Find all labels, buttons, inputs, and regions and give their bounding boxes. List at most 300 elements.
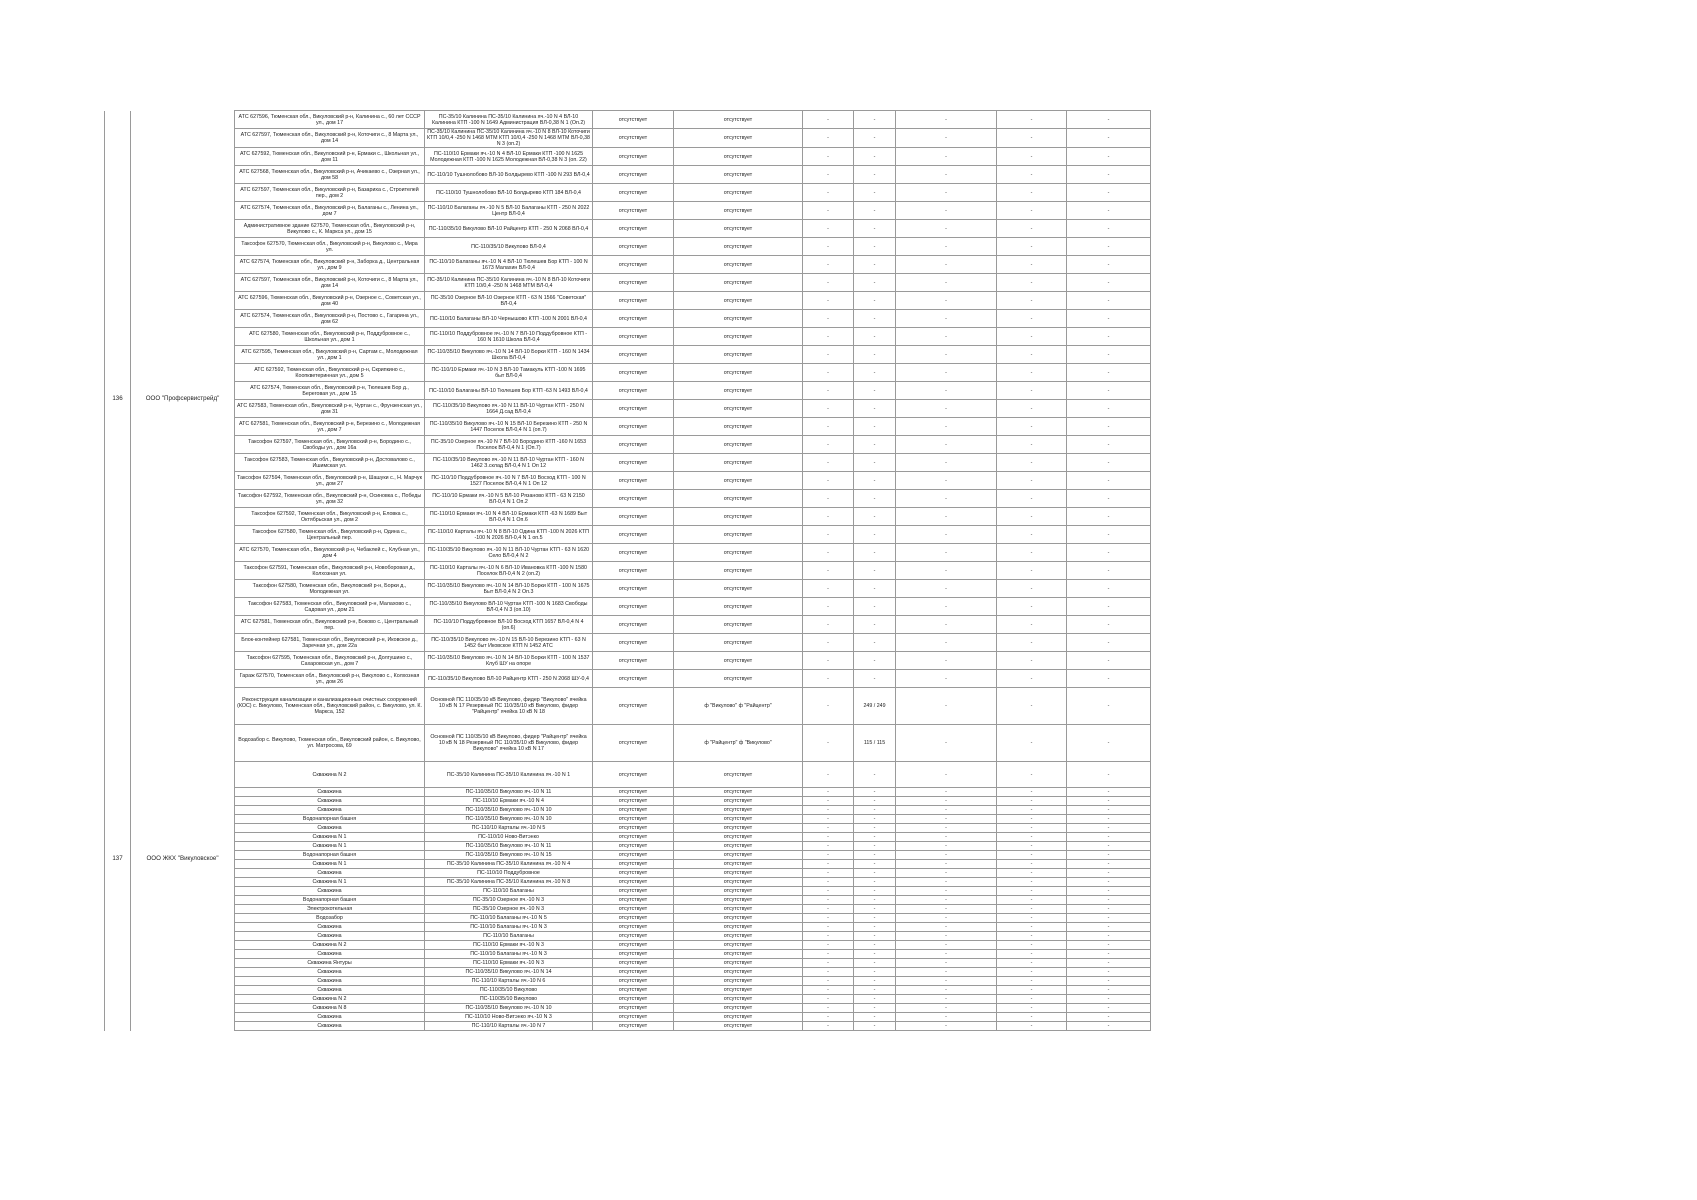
value-cell-7: - (896, 148, 997, 166)
value-cell-9: - (1067, 256, 1151, 274)
capacity-cell: - (854, 959, 896, 968)
feeder-cell: ПС-110/10 Балаганы ВЛ-10 Чернышово КТП -100 N 2001 ВЛ-0,4 (425, 310, 593, 328)
feeder-cell: ПС-110/10 Ермаки яч.-10 N 3 ВЛ-10 Тамакуль КТП -100 N 1695 быт ВЛ-0,4 (425, 364, 593, 382)
value-cell-7: - (896, 977, 997, 986)
feeder-cell: ПС-35/10 Калинина ПС-35/10 Калинина яч.-10 N 4 (425, 860, 593, 869)
value-cell-8: - (997, 562, 1067, 580)
status-cell: отсутствует (593, 860, 674, 869)
substation-cell: отсутствует (674, 292, 803, 310)
capacity-cell: - (854, 1004, 896, 1013)
status-cell: отсутствует (593, 797, 674, 806)
feeder-cell: ПС-110/10 Ермаки яч.-10 N 3 (425, 941, 593, 950)
status-cell: отсутствует (593, 1013, 674, 1022)
value-cell-9: - (1067, 788, 1151, 797)
substation-cell: отсутствует (674, 454, 803, 472)
table-row (105, 1013, 1151, 1022)
value-cell-9: - (1067, 454, 1151, 472)
capacity-cell: - (854, 454, 896, 472)
feeder-cell: ПС-110/10 Поддубровное (425, 869, 593, 878)
table-row (105, 544, 1151, 562)
table-row (105, 526, 1151, 544)
object-cell: Скважина N 2 (235, 941, 425, 950)
value-cell-8: - (997, 328, 1067, 346)
object-cell: Таксофон 627580, Тюменская обл., Викуловский р-н, Борки д., Молодежная ул. (235, 580, 425, 598)
substation-cell: отсутствует (674, 860, 803, 869)
object-cell: Гараж 627570, Тюменская обл., Викуловский р-н, Викулово с., Колхозная ул., дом 26 (235, 670, 425, 688)
value-cell-8: - (997, 292, 1067, 310)
value-cell-9: - (1067, 490, 1151, 508)
capacity-cell: - (854, 634, 896, 652)
value-cell-9: - (1067, 652, 1151, 670)
substation-cell: отсутствует (674, 986, 803, 995)
table-row (105, 310, 1151, 328)
value-cell-5: - (803, 762, 854, 788)
feeder-cell: ПС-110/10 Ермаки яч.-10 N 4 ВЛ-10 Ермаки КТП -63 N 1689 Быт ВЛ-0,4 N 1 Оп.6 (425, 508, 593, 526)
value-cell-9: - (1067, 364, 1151, 382)
object-cell: Скважина N 8 (235, 1004, 425, 1013)
status-cell: отсутствует (593, 1022, 674, 1031)
object-cell: Скважина (235, 788, 425, 797)
table-row (105, 166, 1151, 184)
value-cell-7: - (896, 202, 997, 220)
feeder-cell: ПС-110/35/10 Викулово яч.-10 N 14 (425, 968, 593, 977)
feeder-cell: ПС-110/35/10 Викулово ВЛ-10 Райцентр КТП - 250 N 2068 ВЛ-0,4 (425, 220, 593, 238)
table-row (105, 932, 1151, 941)
value-cell-5: - (803, 544, 854, 562)
substation-cell: отсутствует (674, 1022, 803, 1031)
feeder-cell: ПС-35/10 Озерное яч.-10 N 3 (425, 896, 593, 905)
capacity-cell: - (854, 580, 896, 598)
value-cell-9: - (1067, 968, 1151, 977)
value-cell-7: - (896, 436, 997, 454)
value-cell-9: - (1067, 878, 1151, 887)
value-cell-8: - (997, 762, 1067, 788)
table-row (105, 670, 1151, 688)
value-cell-9: - (1067, 129, 1151, 148)
feeder-cell: ПС-110/35/10 Викулово ВЛ-10 Чуртан КТП -100 N 1683 Свободы ВЛ-0,4 N 3 (оп.10) (425, 598, 593, 616)
object-cell: Административное здание 627570, Тюменская обл., Викуловский р-н, Викулово с., К. Маркса ул., дом 15 (235, 220, 425, 238)
feeder-cell: ПС-35/10 Калинина ПС-35/10 Калинина яч.-10 N 8 ВЛ-10 Коточиги КТП 10/0,4 -250 N 1468 МТМ ВЛ-0,4 (425, 274, 593, 292)
value-cell-5: - (803, 616, 854, 634)
value-cell-7: - (896, 995, 997, 1004)
status-cell: отсутствует (593, 995, 674, 1004)
capacity-cell: - (854, 887, 896, 896)
table-row (105, 346, 1151, 364)
value-cell-7: - (896, 129, 997, 148)
value-cell-8: - (997, 256, 1067, 274)
value-cell-7: - (896, 833, 997, 842)
value-cell-5: - (803, 364, 854, 382)
feeder-cell: ПС-110/35/10 Викулово яч.-10 N 10 (425, 1004, 593, 1013)
value-cell-5: - (803, 959, 854, 968)
capacity-cell: - (854, 977, 896, 986)
capacity-cell: - (854, 526, 896, 544)
status-cell: отсутствует (593, 688, 674, 725)
value-cell-9: - (1067, 905, 1151, 914)
feeder-cell: Основной ПС 110/35/10 кВ Викулово, фидер "Викулово" ячейка 10 кВ N 17 Резервный ПС 110/35/10 кВ Викулово, фидер "Райцентр" ячейка 10 кВ N 18 (425, 688, 593, 725)
value-cell-9: - (1067, 977, 1151, 986)
value-cell-7: - (896, 788, 997, 797)
value-cell-8: - (997, 400, 1067, 418)
capacity-cell: - (854, 941, 896, 950)
value-cell-9: - (1067, 959, 1151, 968)
value-cell-5: - (803, 932, 854, 941)
object-cell: АТС 627597, Тюменская обл., Викуловский р-н, Коточиги с., 8 Марта ул., дом 14 (235, 129, 425, 148)
value-cell-7: - (896, 418, 997, 436)
table-row (105, 968, 1151, 977)
capacity-cell: - (854, 238, 896, 256)
value-cell-5: - (803, 634, 854, 652)
substation-cell: отсутствует (674, 788, 803, 797)
capacity-cell: - (854, 508, 896, 526)
object-cell: Таксофон 627594, Тюменская обл., Викуловский р-н, Шашуки с., Н. Марчук ул., дом 27 (235, 472, 425, 490)
feeder-cell: ПС-110/35/10 Викулово яч.-10 N 11 ВЛ-10 Чуртан КТП - 160 N 1462 З.склад ВЛ-0,4 N 1 Оп 12 (425, 454, 593, 472)
capacity-cell: - (854, 490, 896, 508)
substation-cell: отсутствует (674, 670, 803, 688)
substation-cell: отсутствует (674, 941, 803, 950)
value-cell-8: - (997, 941, 1067, 950)
value-cell-7: - (896, 688, 997, 725)
status-cell: отсутствует (593, 346, 674, 364)
value-cell-5: - (803, 842, 854, 851)
substation-cell: отсутствует (674, 129, 803, 148)
value-cell-8: - (997, 111, 1067, 129)
value-cell-5: - (803, 995, 854, 1004)
object-cell: АТС 627583, Тюменская обл., Викуловский р-н, Чуртан с., Фрунзенская ул., дом 31 (235, 400, 425, 418)
capacity-cell: - (854, 328, 896, 346)
value-cell-7: - (896, 454, 997, 472)
capacity-cell: - (854, 202, 896, 220)
value-cell-7: - (896, 806, 997, 815)
feeder-cell: ПС-110/35/10 Викулово яч.-10 N 15 (425, 851, 593, 860)
value-cell-8: - (997, 968, 1067, 977)
value-cell-5: - (803, 418, 854, 436)
value-cell-5: - (803, 238, 854, 256)
feeder-cell: ПС-110/10 Балаганы яч.-10 N 4 ВЛ-10 Тюлешев Бор КТП - 100 N 1673 Малахин ВЛ-0,4 (425, 256, 593, 274)
object-cell: АТС 627596, Тюменская обл., Викуловский р-н, Калинина с., 60 лет СССР ул., дом 17 (235, 111, 425, 129)
value-cell-8: - (997, 274, 1067, 292)
substation-cell: отсутствует (674, 887, 803, 896)
capacity-cell: - (854, 598, 896, 616)
value-cell-5: - (803, 986, 854, 995)
feeder-cell: ПС-110/10 Тушнолобово ВЛ-10 Болдырево КТП -100 N 293 ВЛ-0,4 (425, 166, 593, 184)
table-row (105, 833, 1151, 842)
table-row (105, 328, 1151, 346)
value-cell-9: - (1067, 544, 1151, 562)
value-cell-9: - (1067, 400, 1151, 418)
value-cell-8: - (997, 950, 1067, 959)
feeder-cell: ПС-110/35/10 Викулово яч.-10 N 10 (425, 815, 593, 824)
substation-cell: отсутствует (674, 598, 803, 616)
value-cell-8: - (997, 526, 1067, 544)
object-cell: АТС 627597, Тюменская обл., Викуловский р-н, Базариха с., Строителей пер., дом 2 (235, 184, 425, 202)
table-row (105, 941, 1151, 950)
capacity-cell: - (854, 436, 896, 454)
value-cell-5: - (803, 860, 854, 869)
substation-cell: отсутствует (674, 508, 803, 526)
status-cell: отсутствует (593, 562, 674, 580)
object-cell: Таксофон 627583, Тюменская обл., Викуловский р-н, Достовалово с., Ишимская ул. (235, 454, 425, 472)
capacity-cell: - (854, 824, 896, 833)
value-cell-5: - (803, 869, 854, 878)
value-cell-7: - (896, 111, 997, 129)
status-cell: отсутствует (593, 454, 674, 472)
value-cell-5: - (803, 310, 854, 328)
value-cell-5: - (803, 256, 854, 274)
substation-cell: отсутствует (674, 869, 803, 878)
capacity-cell: - (854, 762, 896, 788)
capacity-cell: - (854, 184, 896, 202)
value-cell-5: - (803, 111, 854, 129)
value-cell-8: - (997, 490, 1067, 508)
object-cell: Скважина (235, 977, 425, 986)
substation-cell: отсутствует (674, 400, 803, 418)
table-row (105, 806, 1151, 815)
value-cell-5: - (803, 562, 854, 580)
feeder-cell: ПС-110/35/10 Викулово яч.-10 N 14 ВЛ-10 Борки КТП - 160 N 1434 Школа ВЛ-0,4 (425, 346, 593, 364)
value-cell-5: - (803, 833, 854, 842)
table-row (105, 256, 1151, 274)
value-cell-8: - (997, 220, 1067, 238)
value-cell-8: - (997, 878, 1067, 887)
feeder-cell: ПС-110/10 Ермаки яч.-10 N 4 (425, 797, 593, 806)
value-cell-7: - (896, 887, 997, 896)
value-cell-7: - (896, 797, 997, 806)
status-cell: отсутствует (593, 400, 674, 418)
value-cell-7: - (896, 274, 997, 292)
substation-cell: отсутствует (674, 220, 803, 238)
table-row (105, 869, 1151, 878)
object-cell: Скважина (235, 1013, 425, 1022)
status-cell: отсутствует (593, 544, 674, 562)
status-cell: отсутствует (593, 526, 674, 544)
value-cell-9: - (1067, 824, 1151, 833)
object-cell: АТС 627595, Тюменская обл., Викуловский р-н, Сартам с., Молодежная ул., дом 1 (235, 346, 425, 364)
status-cell: отсутствует (593, 202, 674, 220)
object-cell: Скважина N 1 (235, 842, 425, 851)
value-cell-7: - (896, 986, 997, 995)
capacity-cell: - (854, 1022, 896, 1031)
value-cell-5: - (803, 148, 854, 166)
substation-cell: отсутствует (674, 634, 803, 652)
capacity-cell: - (854, 382, 896, 400)
value-cell-9: - (1067, 851, 1151, 860)
value-cell-5: - (803, 454, 854, 472)
value-cell-5: - (803, 670, 854, 688)
value-cell-9: - (1067, 472, 1151, 490)
capacity-cell: - (854, 129, 896, 148)
value-cell-9: - (1067, 436, 1151, 454)
feeder-cell: ПС-110/10 Балаганы (425, 932, 593, 941)
capacity-cell: - (854, 346, 896, 364)
status-cell: отсутствует (593, 238, 674, 256)
value-cell-8: - (997, 1013, 1067, 1022)
value-cell-9: - (1067, 887, 1151, 896)
substation-cell: отсутствует (674, 111, 803, 129)
value-cell-8: - (997, 932, 1067, 941)
substation-cell: отсутствует (674, 1013, 803, 1022)
status-cell: отсутствует (593, 580, 674, 598)
substation-cell: отсутствует (674, 806, 803, 815)
value-cell-9: - (1067, 932, 1151, 941)
feeder-cell: ПС-35/10 Озерное яч.-10 N 3 (425, 905, 593, 914)
capacity-cell: - (854, 986, 896, 995)
feeder-cell: ПС-35/10 Калинина ПС-35/10 Калинина яч.-10 N 8 ВЛ-10 Коточиги КТП 10/0,4 -250 N 1468 МТМ КТП 10/0,4 -250 N 1468 МТМ ВЛ-0,38 N 3 (оп.2) (425, 129, 593, 148)
substation-cell: отсутствует (674, 896, 803, 905)
value-cell-9: - (1067, 950, 1151, 959)
status-cell: отсутствует (593, 490, 674, 508)
value-cell-5: - (803, 346, 854, 364)
feeder-cell: ПС-110/10 Ермаки яч.-10 N 3 (425, 959, 593, 968)
substation-cell: отсутствует (674, 905, 803, 914)
table-row (105, 959, 1151, 968)
capacity-cell: - (854, 472, 896, 490)
substation-cell: отсутствует (674, 995, 803, 1004)
value-cell-7: - (896, 184, 997, 202)
substation-cell: отсутствует (674, 652, 803, 670)
value-cell-5: - (803, 292, 854, 310)
substation-cell: отсутствует (674, 1004, 803, 1013)
substation-cell: отсутствует (674, 526, 803, 544)
value-cell-5: - (803, 905, 854, 914)
value-cell-5: - (803, 526, 854, 544)
value-cell-9: - (1067, 815, 1151, 824)
table-row (105, 824, 1151, 833)
feeder-cell: ПС-110/10 Ново-Витэнко (425, 833, 593, 842)
value-cell-7: - (896, 1013, 997, 1022)
value-cell-8: - (997, 670, 1067, 688)
table-row (105, 454, 1151, 472)
value-cell-5: - (803, 472, 854, 490)
value-cell-7: - (896, 932, 997, 941)
value-cell-5: - (803, 851, 854, 860)
substation-cell: отсутствует (674, 148, 803, 166)
capacity-cell: - (854, 905, 896, 914)
status-cell: отсутствует (593, 310, 674, 328)
substation-cell: отсутствует (674, 382, 803, 400)
value-cell-5: - (803, 129, 854, 148)
capacity-cell: - (854, 950, 896, 959)
table-row (105, 202, 1151, 220)
value-cell-7: - (896, 914, 997, 923)
object-cell: АТС 627574, Тюменская обл., Викуловский р-н, Заборка д., Центральная ул., дом 9 (235, 256, 425, 274)
feeder-cell: ПС-35/10 Озерное яч.-10 N 7 ВЛ-10 Бородино КТП -160 N 1653 Поселок ВЛ-0,4 N 1 (Оп.7) (425, 436, 593, 454)
value-cell-5: - (803, 815, 854, 824)
value-cell-7: - (896, 364, 997, 382)
capacity-cell: - (854, 562, 896, 580)
substation-cell: отсутствует (674, 950, 803, 959)
object-cell: Водонапорная башня (235, 815, 425, 824)
substation-cell: отсутствует (674, 346, 803, 364)
value-cell-8: - (997, 896, 1067, 905)
value-cell-8: - (997, 580, 1067, 598)
status-cell: отсутствует (593, 634, 674, 652)
substation-cell: отсутствует (674, 310, 803, 328)
value-cell-7: - (896, 310, 997, 328)
value-cell-5: - (803, 977, 854, 986)
value-cell-9: - (1067, 508, 1151, 526)
feeder-cell: ПС-110/10 Карталы яч.-10 N 6 (425, 977, 593, 986)
value-cell-7: - (896, 616, 997, 634)
substation-cell: отсутствует (674, 959, 803, 968)
value-cell-8: - (997, 977, 1067, 986)
object-cell: АТС 627581, Тюменская обл., Викуловский р-н, Боково с., Центральный пер. (235, 616, 425, 634)
object-cell: Таксофон 627570, Тюменская обл., Викуловский р-н, Викулово с., Мира ул. (235, 238, 425, 256)
feeder-cell: ПС-110/10 Поддубровное ВЛ-10 Восход КТП 1657 ВЛ-0,4 N 4 (оп.6) (425, 616, 593, 634)
object-cell: АТС 627592, Тюменская обл., Викуловский р-н, Ермаки с., Школьная ул., дом 11 (235, 148, 425, 166)
table-row (105, 688, 1151, 725)
value-cell-7: - (896, 950, 997, 959)
capacity-cell: - (854, 292, 896, 310)
data-table (104, 110, 1151, 1031)
feeder-cell: ПС-110/10 Карталы яч.-10 N 5 (425, 824, 593, 833)
substation-cell: отсутствует (674, 544, 803, 562)
value-cell-5: - (803, 896, 854, 905)
capacity-cell: - (854, 860, 896, 869)
table-row (105, 725, 1151, 762)
table-row (105, 148, 1151, 166)
value-cell-9: - (1067, 688, 1151, 725)
value-cell-7: - (896, 382, 997, 400)
substation-cell: отсутствует (674, 418, 803, 436)
value-cell-5: - (803, 598, 854, 616)
capacity-cell: - (854, 310, 896, 328)
substation-cell: отсутствует (674, 833, 803, 842)
value-cell-8: - (997, 725, 1067, 762)
value-cell-9: - (1067, 941, 1151, 950)
table-row (105, 950, 1151, 959)
object-cell: Водозабор с. Викулово, Тюменская обл., Викуловский район, с. Викулово, ул. Матросова, 69 (235, 725, 425, 762)
value-cell-9: - (1067, 1004, 1151, 1013)
capacity-cell: - (854, 851, 896, 860)
table-row (105, 292, 1151, 310)
value-cell-8: - (997, 1004, 1067, 1013)
capacity-cell: 249 / 249 (854, 688, 896, 725)
object-cell: Водозабор (235, 914, 425, 923)
status-cell: отсутствует (593, 788, 674, 797)
object-cell: Скважина (235, 968, 425, 977)
value-cell-8: - (997, 1022, 1067, 1031)
status-cell: отсутствует (593, 436, 674, 454)
table-row (105, 508, 1151, 526)
capacity-cell: - (854, 932, 896, 941)
capacity-cell: - (854, 670, 896, 688)
table-row (105, 923, 1151, 932)
object-cell: Скважина (235, 1022, 425, 1031)
status-cell: отсутствует (593, 833, 674, 842)
value-cell-5: - (803, 184, 854, 202)
value-cell-7: - (896, 562, 997, 580)
capacity-cell: - (854, 418, 896, 436)
value-cell-8: - (997, 382, 1067, 400)
status-cell: отсутствует (593, 824, 674, 833)
value-cell-7: - (896, 869, 997, 878)
table-row (105, 580, 1151, 598)
substation-cell: отсутствует (674, 238, 803, 256)
value-cell-9: - (1067, 418, 1151, 436)
status-cell: отсутствует (593, 725, 674, 762)
value-cell-9: - (1067, 896, 1151, 905)
value-cell-7: - (896, 400, 997, 418)
value-cell-8: - (997, 851, 1067, 860)
feeder-cell: ПС-110/35/10 Викулово яч.-10 N 11 (425, 788, 593, 797)
status-cell: отсутствует (593, 148, 674, 166)
value-cell-9: - (1067, 1022, 1151, 1031)
capacity-cell: - (854, 400, 896, 418)
table-row (105, 634, 1151, 652)
object-cell: Реконструкция канализации и канализационных очистных сооружений (КОС) с. Викулово, Тюменская обл., Викуловский район, с. Викулово, ул. К. Маркса, 152 (235, 688, 425, 725)
value-cell-5: - (803, 202, 854, 220)
